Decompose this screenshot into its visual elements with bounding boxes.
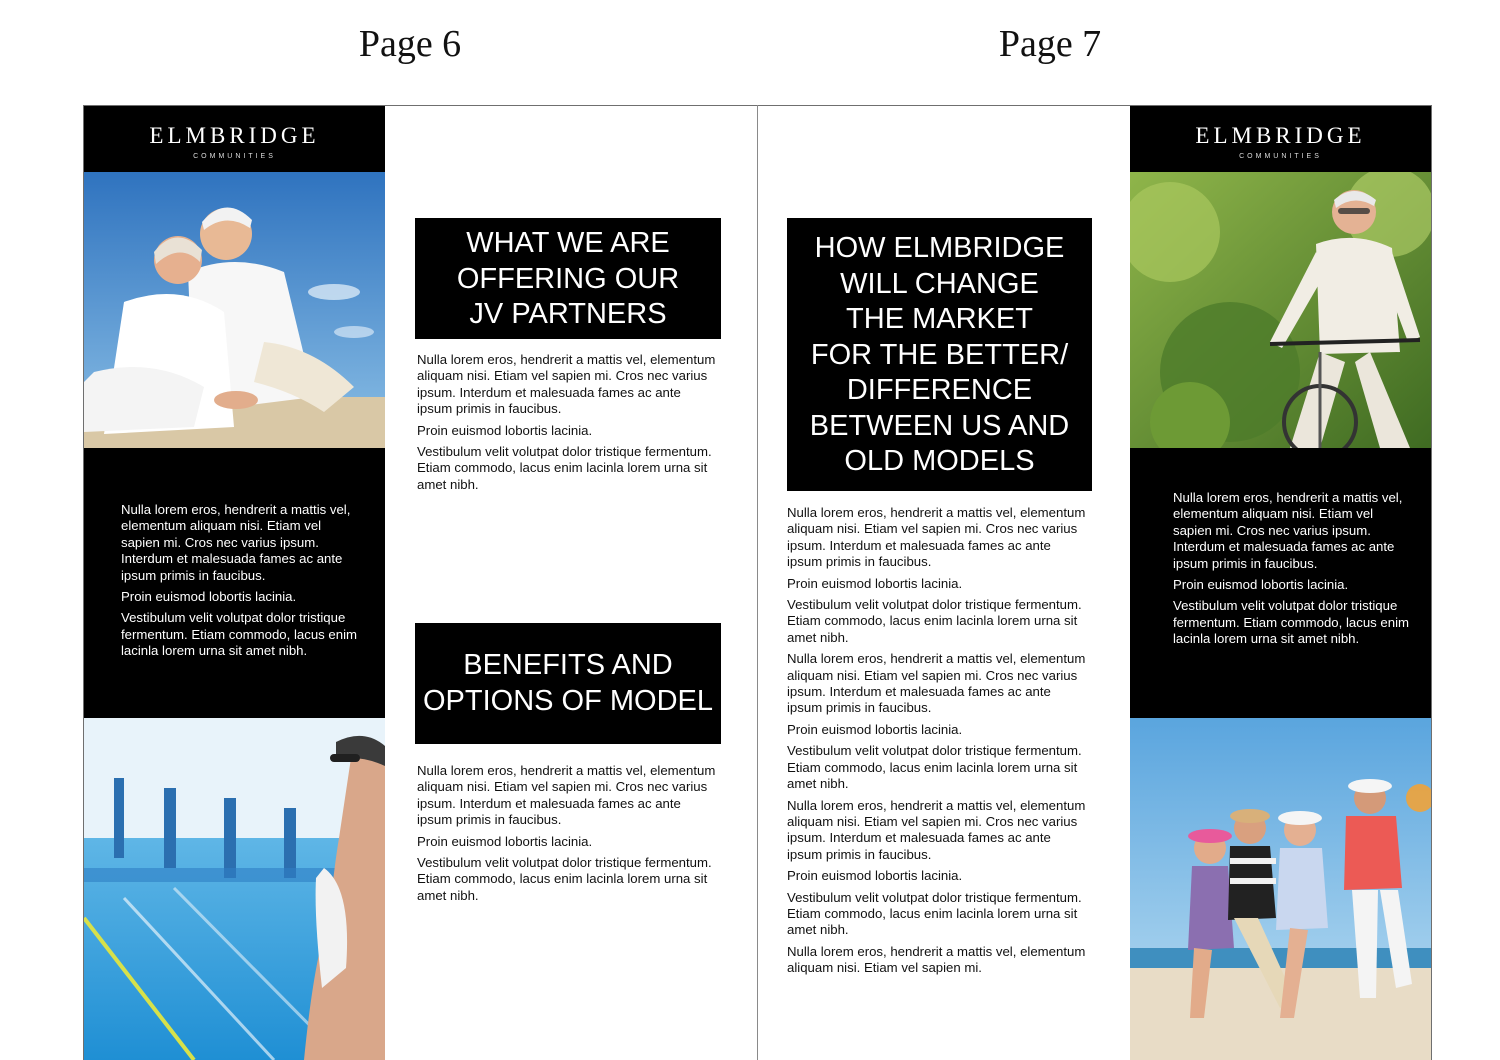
heading-line: OFFERING OUR bbox=[456, 262, 680, 295]
heading-benefits-options bbox=[415, 623, 721, 744]
heading-line: HOW ELMBRIDGE bbox=[814, 232, 1065, 264]
group-beach-dancing-photo bbox=[1130, 718, 1431, 1060]
body-paragraph: Vestibulum velit volutpat dolor tristique fermentum. Etiam commodo, lacus enim lacinla lorem urna sit amet nibh. bbox=[417, 855, 712, 903]
body-paragraph: Proin euismod lobortis lacinia. bbox=[417, 833, 593, 849]
body-paragraph: Nulla lorem eros, hendrerit a mattis vel, elementum aliquam nisi. Etiam vel sapien mi. Cros nec varius ipsum. Interdum et malesuada fames ac ante ipsum primis in faucibus. bbox=[787, 797, 1086, 862]
section3-body bbox=[787, 505, 1087, 982]
body-paragraph: Proin euismod lobortis lacinia. bbox=[787, 868, 963, 884]
body-paragraph: Vestibulum velit volutpat dolor tristique fermentum. Etiam commodo, lacus enim lacinla lorem urna sit amet nibh. bbox=[417, 444, 712, 492]
heading-line: WILL CHANGE bbox=[840, 267, 1039, 300]
section1-body bbox=[417, 352, 717, 498]
left-panel-paragraph: Proin euismod lobortis lacinia. bbox=[121, 589, 297, 605]
left-panel-paragraph: Nulla lorem eros, hendrerit a mattis vel, elementum aliquam nisi. Etiam vel sapien mi. Cros nec varius ipsum. Interdum et malesuada fames ac ante ipsum primis in faucibus. bbox=[121, 502, 351, 583]
body-paragraph: Nulla lorem eros, hendrerit a mattis vel, elementum aliquam nisi. Etiam vel sapien mi. Cros nec varius ipsum. Interdum et malesuada fames ac ante ipsum primis in faucibus. bbox=[417, 352, 716, 417]
page-label-7: Page 7 bbox=[998, 23, 1102, 65]
heading-line: THE MARKET bbox=[846, 303, 1033, 335]
couple-beach-photo bbox=[84, 172, 385, 448]
heading-how-elmbridge-changes bbox=[787, 218, 1092, 491]
section2-body bbox=[417, 763, 717, 909]
right-panel-text bbox=[1173, 490, 1413, 653]
heading-line: DIFFERENCE bbox=[846, 374, 1033, 406]
brand-name: ELMBRIDGE bbox=[149, 123, 320, 148]
heading-line: OLD MODELS bbox=[844, 445, 1035, 477]
page-label-6: Page 6 bbox=[358, 23, 462, 65]
body-paragraph: Nulla lorem eros, hendrerit a mattis vel, elementum aliquam nisi. Etiam vel sapien mi. Cros nec varius ipsum. Interdum et malesuada fames ac ante ipsum primis in faucibus. bbox=[417, 763, 716, 828]
heading-line: FOR THE BETTER/ bbox=[810, 338, 1069, 371]
body-paragraph: Vestibulum velit volutpat dolor tristique fermentum. Etiam commodo, lacus enim lacinla lorem urna sit amet nibh. bbox=[787, 597, 1082, 645]
left-panel-text bbox=[121, 502, 361, 665]
brand-name: ELMBRIDGE bbox=[1195, 123, 1366, 148]
right-panel-paragraph: Vestibulum velit volutpat dolor tristique fermentum. Etiam commodo, lacus enim lacinla lorem urna sit amet nibh. bbox=[1173, 598, 1409, 647]
page-fold-line bbox=[757, 105, 758, 1060]
swimmer-pool-photo bbox=[84, 718, 385, 1060]
right-panel-paragraph: Nulla lorem eros, hendrerit a mattis vel, elementum aliquam nisi. Etiam vel sapien mi. Cros nec varius ipsum. Interdum et malesuada fames ac ante ipsum primis in faucibus. bbox=[1173, 490, 1403, 571]
heading-offering-jv-partners bbox=[415, 218, 721, 339]
body-paragraph: Nulla lorem eros, hendrerit a mattis vel, elementum aliquam nisi. Etiam vel sapien mi. Cros nec varius ipsum. Interdum et malesuada fames ac ante ipsum primis in faucibus. bbox=[787, 651, 1086, 716]
brand-logo bbox=[84, 106, 385, 172]
heading-line: BETWEEN US AND bbox=[809, 409, 1070, 442]
right-side-panel bbox=[1130, 106, 1431, 1060]
body-paragraph: Proin euismod lobortis lacinia. bbox=[417, 422, 593, 438]
body-paragraph: Proin euismod lobortis lacinia. bbox=[787, 575, 963, 591]
man-cycling-photo bbox=[1130, 172, 1431, 448]
heading-line: JV PARTNERS bbox=[469, 298, 667, 330]
body-paragraph: Vestibulum velit volutpat dolor tristique fermentum. Etiam commodo, lacus enim lacinla lorem urna sit amet nibh. bbox=[787, 889, 1082, 938]
body-paragraph: Vestibulum velit volutpat dolor tristique fermentum. Etiam commodo, lacus enim lacinla lorem urna sit amet nibh. bbox=[787, 743, 1082, 792]
heading-line: BENEFITS AND bbox=[463, 649, 673, 681]
left-panel-paragraph: Vestibulum velit volutpat dolor tristique fermentum. Etiam commodo, lacus enim lacinla lorem urna sit amet nibh. bbox=[121, 610, 357, 659]
heading-line: OPTIONS OF MODEL bbox=[422, 684, 714, 717]
brand-logo bbox=[1130, 106, 1431, 172]
body-paragraph: Nulla lorem eros, hendrerit a mattis vel, elementum aliquam nisi. Etiam vel sapien mi. Cros nec varius ipsum. Interdum et malesuada fames ac ante ipsum primis in faucibus. bbox=[787, 505, 1086, 570]
body-paragraph: Nulla lorem eros, hendrerit a mattis vel, elementum aliquam nisi. Etiam vel sapien mi. bbox=[787, 943, 1086, 976]
left-side-panel bbox=[84, 106, 385, 1060]
brand-subtitle: COMMUNITIES bbox=[193, 153, 276, 160]
brand-subtitle: COMMUNITIES bbox=[1239, 153, 1322, 160]
right-panel-paragraph: Proin euismod lobortis lacinia. bbox=[1173, 577, 1349, 593]
heading-line: WHAT WE ARE bbox=[466, 227, 670, 259]
body-paragraph: Proin euismod lobortis lacinia. bbox=[787, 721, 963, 737]
